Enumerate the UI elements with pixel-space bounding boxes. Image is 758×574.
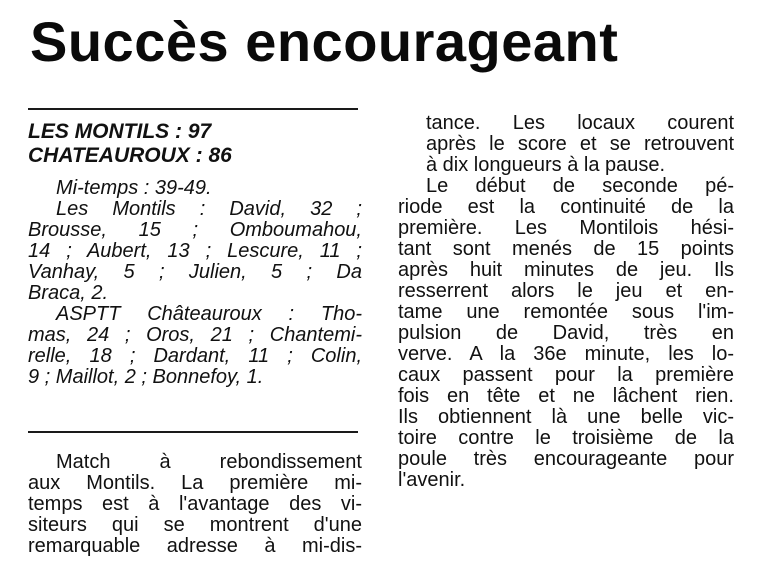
article-line: première. Les Montilois hési-: [398, 217, 734, 239]
article-line: caux passent pour la première: [398, 364, 734, 386]
top-divider: [28, 108, 358, 110]
away-scorers-line: mas, 24 ; Oros, 21 ; Chantemi-: [28, 324, 362, 346]
article-line: riode est la continuité de la: [398, 196, 734, 218]
article-line: tame une remontée sous l'im-: [398, 301, 734, 323]
home-scorers-line: Les Montils : David, 32 ;: [56, 198, 362, 220]
article-line: toire contre le troisième de la: [398, 427, 734, 449]
article-line: l'avenir.: [398, 469, 466, 491]
article-line: siteurs qui se montrent d'une: [28, 514, 362, 536]
halftime-line: Mi-temps : 39-49.: [56, 177, 212, 199]
away-scorers-line: relle, 18 ; Dardant, 11 ; Colin,: [28, 345, 362, 367]
article-line: Match à rebondissement: [56, 451, 362, 473]
away-scorers-line: 9 ; Maillot, 2 ; Bonnefoy, 1.: [28, 366, 264, 388]
article-line: Le début de seconde pé-: [426, 175, 734, 197]
article-line: verve. A la 36e minute, les lo-: [398, 343, 734, 365]
article-line: à dix longueurs à la pause.: [426, 154, 666, 176]
score-block: [28, 120, 362, 168]
results-block: [28, 178, 362, 388]
halftime-score: [28, 178, 362, 199]
article-paragraph: [398, 176, 734, 491]
article-line: aux Montils. La première mi-: [28, 472, 362, 494]
article-paragraph: [398, 113, 734, 176]
home-scorers-line: Brousse, 15 ; Omboumahou,: [28, 219, 362, 241]
article-line: fois en tête et ne lâchent rien.: [398, 385, 734, 407]
article-line: après le score et se retrouvent: [426, 133, 734, 155]
article-line: Ils obtiennent là une belle vic-: [398, 406, 734, 428]
away-scorers-line: ASPTT Châteauroux : Tho-: [56, 303, 362, 325]
article-line: après huit minutes de jeu. Ils: [398, 259, 734, 281]
home-scorers-line: Vanhay, 5 ; Julien, 5 ; Da: [28, 261, 362, 283]
article-line: tant sont menés de 15 points: [398, 238, 734, 260]
article-body-right: [398, 113, 734, 491]
home-scorers-line: 14 ; Aubert, 13 ; Lescure, 11 ;: [28, 240, 362, 262]
home-scorers: [28, 199, 362, 304]
article-line: pulsion de David, très en: [398, 322, 734, 344]
article-line: poule très encourageante pour: [398, 448, 734, 470]
middle-divider: [28, 431, 358, 433]
article-body-left: [28, 452, 362, 557]
article-line: tance. Les locaux courent: [426, 112, 734, 134]
article-line: resserrent alors le jeu et en-: [398, 280, 734, 302]
article-line: temps est à l'avantage des vi-: [28, 493, 362, 515]
home-scorers-line: Braca, 2.: [28, 282, 109, 304]
home-score: LES MONTILS : 97: [28, 120, 212, 143]
away-scorers: [28, 304, 362, 388]
away-score: CHATEAUROUX : 86: [28, 144, 232, 167]
article-headline: Succès encourageant: [30, 10, 619, 73]
article-paragraph: [28, 452, 362, 557]
article-line: remarquable adresse à mi-dis-: [28, 535, 362, 557]
